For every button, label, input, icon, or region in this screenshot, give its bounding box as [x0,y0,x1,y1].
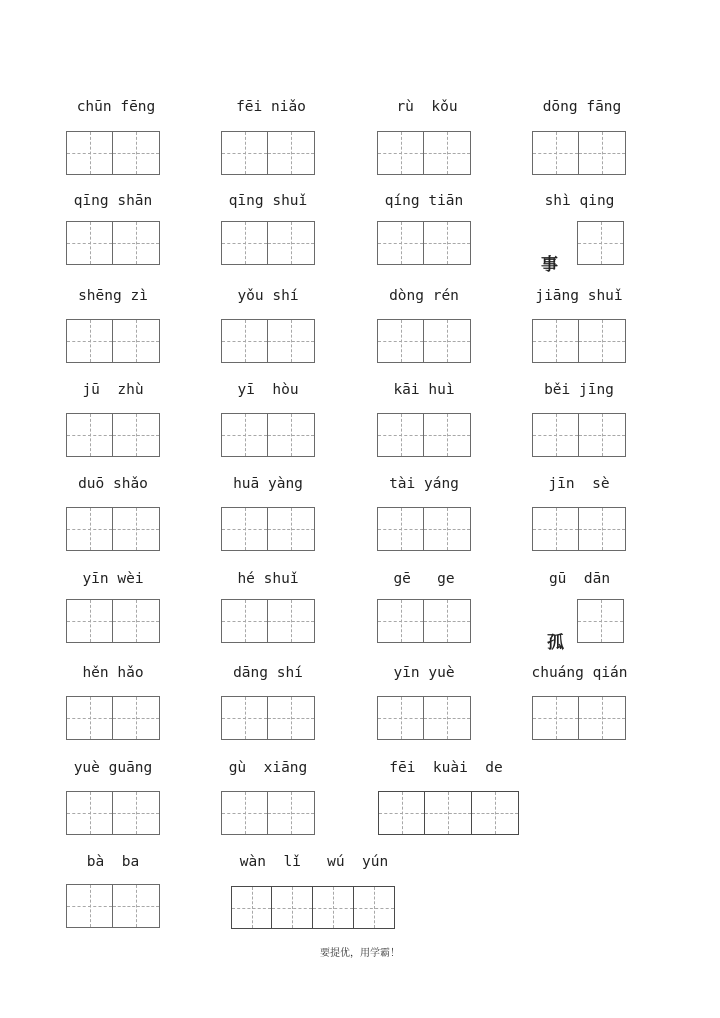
tianzige-cell[interactable] [472,791,519,835]
tianzige-cell[interactable] [113,507,160,551]
writing-grid [221,791,315,835]
footer-slogan: 要提优，用学霸！ [320,948,400,959]
writing-grid [377,319,471,363]
writing-grid [66,413,160,457]
tianzige-cell[interactable] [424,319,471,363]
tianzige-cell[interactable] [424,221,471,265]
tianzige-cell[interactable] [313,886,354,929]
tianzige-cell[interactable] [268,696,315,740]
tianzige-cell[interactable] [377,319,424,363]
tianzige-cell[interactable] [378,791,425,835]
pinyin-label: shēng zì [78,288,148,304]
writing-grid [377,696,471,740]
pinyin-label: gù xiāng [228,760,308,776]
writing-grid [532,696,626,740]
pinyin-label: qīng shān [73,193,153,209]
tianzige-cell[interactable] [272,886,313,929]
tianzige-cell[interactable] [66,696,113,740]
tianzige-cell[interactable] [377,413,424,457]
writing-grid [66,884,160,928]
writing-grid [532,507,626,551]
pinyin-label: tài yáng [389,476,459,492]
writing-grid [66,131,160,175]
tianzige-cell[interactable] [532,507,579,551]
pinyin-label: fēi niǎo [236,99,306,115]
tianzige-cell[interactable] [268,507,315,551]
tianzige-cell[interactable] [532,696,579,740]
tianzige-cell[interactable] [268,413,315,457]
pinyin-label: rù kǒu [396,99,458,115]
pinyin-label: dòng rén [389,288,459,304]
pinyin-label: jīn sè [548,476,610,492]
tianzige-cell[interactable] [532,319,579,363]
tianzige-cell[interactable] [577,221,624,265]
pinyin-label: duō shǎo [78,476,148,492]
pinyin-label: dōng fāng [542,99,622,115]
tianzige-cell[interactable] [579,319,626,363]
tianzige-cell[interactable] [221,413,268,457]
writing-grid [377,599,471,643]
tianzige-cell[interactable] [532,413,579,457]
tianzige-cell[interactable] [66,507,113,551]
pinyin-label: chūn fēng [76,99,156,115]
tianzige-cell[interactable] [113,131,160,175]
tianzige-cell[interactable] [425,791,472,835]
tianzige-cell[interactable] [579,131,626,175]
tianzige-cell[interactable] [532,131,579,175]
tianzige-cell[interactable] [66,319,113,363]
pinyin-label: jū zhù [82,382,144,398]
writing-grid [377,507,471,551]
writing-grid [221,599,315,643]
tianzige-cell[interactable] [66,131,113,175]
tianzige-cell[interactable] [66,599,113,643]
tianzige-cell[interactable] [377,507,424,551]
pinyin-label: yuè guāng [73,760,153,776]
tianzige-cell[interactable] [113,221,160,265]
given-character: 孤 [547,633,564,653]
tianzige-cell[interactable] [221,791,268,835]
pinyin-label: yīn yuè [393,665,455,681]
tianzige-cell[interactable] [113,599,160,643]
tianzige-cell[interactable] [354,886,395,929]
tianzige-cell[interactable] [268,131,315,175]
pinyin-label: chuáng qián [531,665,628,681]
pinyin-label: bà ba [86,854,140,870]
writing-grid [377,221,471,265]
tianzige-cell[interactable] [377,599,424,643]
tianzige-cell[interactable] [221,599,268,643]
writing-grid [231,886,395,929]
writing-grid [66,696,160,740]
writing-grid [66,599,160,643]
pinyin-label: huā yàng [233,476,303,492]
writing-grid [66,221,160,265]
pinyin-label: yī hòu [237,382,299,398]
tianzige-cell[interactable] [113,696,160,740]
writing-grid [577,221,624,265]
pinyin-label: qíng tiān [384,193,464,209]
pinyin-label: běi jīng [544,382,614,398]
tianzige-cell[interactable] [424,413,471,457]
pinyin-label: wàn lǐ wú yún [239,854,389,870]
tianzige-cell[interactable] [268,221,315,265]
tianzige-cell[interactable] [579,696,626,740]
pinyin-label: jiāng shuǐ [535,288,623,304]
writing-grid [532,131,626,175]
tianzige-cell[interactable] [579,507,626,551]
writing-grid [66,791,160,835]
pinyin-label: yīn wèi [82,571,144,587]
tianzige-cell[interactable] [268,599,315,643]
writing-grid [377,413,471,457]
tianzige-cell[interactable] [66,413,113,457]
tianzige-cell[interactable] [577,599,624,643]
tianzige-cell[interactable] [113,884,160,928]
given-character: 事 [541,255,558,275]
writing-grid [532,319,626,363]
tianzige-cell[interactable] [268,791,315,835]
tianzige-cell[interactable] [66,221,113,265]
writing-grid [532,413,626,457]
pinyin-label: hé shuǐ [237,571,299,587]
tianzige-cell[interactable] [579,413,626,457]
tianzige-cell[interactable] [221,696,268,740]
writing-grid [221,131,315,175]
tianzige-cell[interactable] [221,221,268,265]
writing-grid [378,791,519,835]
pinyin-label: dāng shí [233,665,303,681]
tianzige-cell[interactable] [377,696,424,740]
pinyin-label: hěn hǎo [82,665,144,681]
tianzige-cell[interactable] [377,221,424,265]
writing-grid [221,507,315,551]
writing-grid [221,696,315,740]
tianzige-cell[interactable] [221,131,268,175]
pinyin-label: gū dān [548,571,611,587]
writing-grid [221,413,315,457]
tianzige-cell[interactable] [424,599,471,643]
tianzige-cell[interactable] [66,791,113,835]
writing-grid [221,319,315,363]
tianzige-cell[interactable] [377,131,424,175]
pinyin-label: kāi huì [393,382,455,398]
pinyin-label: qīng shuǐ [228,193,308,209]
tianzige-cell[interactable] [424,131,471,175]
pinyin-label: fēi kuài de [389,760,503,776]
writing-grid [221,221,315,265]
tianzige-cell[interactable] [268,319,315,363]
tianzige-cell[interactable] [221,507,268,551]
tianzige-cell[interactable] [424,696,471,740]
writing-grid [66,319,160,363]
tianzige-cell[interactable] [424,507,471,551]
tianzige-cell[interactable] [231,886,272,929]
pinyin-label: shì qing [544,193,615,209]
pinyin-label: gē ge [393,571,455,587]
tianzige-cell[interactable] [66,884,113,928]
tianzige-cell[interactable] [113,319,160,363]
writing-grid [577,599,624,643]
tianzige-cell[interactable] [113,791,160,835]
writing-grid [66,507,160,551]
writing-grid [377,131,471,175]
tianzige-cell[interactable] [113,413,160,457]
pinyin-label: yǒu shí [237,288,299,304]
tianzige-cell[interactable] [221,319,268,363]
